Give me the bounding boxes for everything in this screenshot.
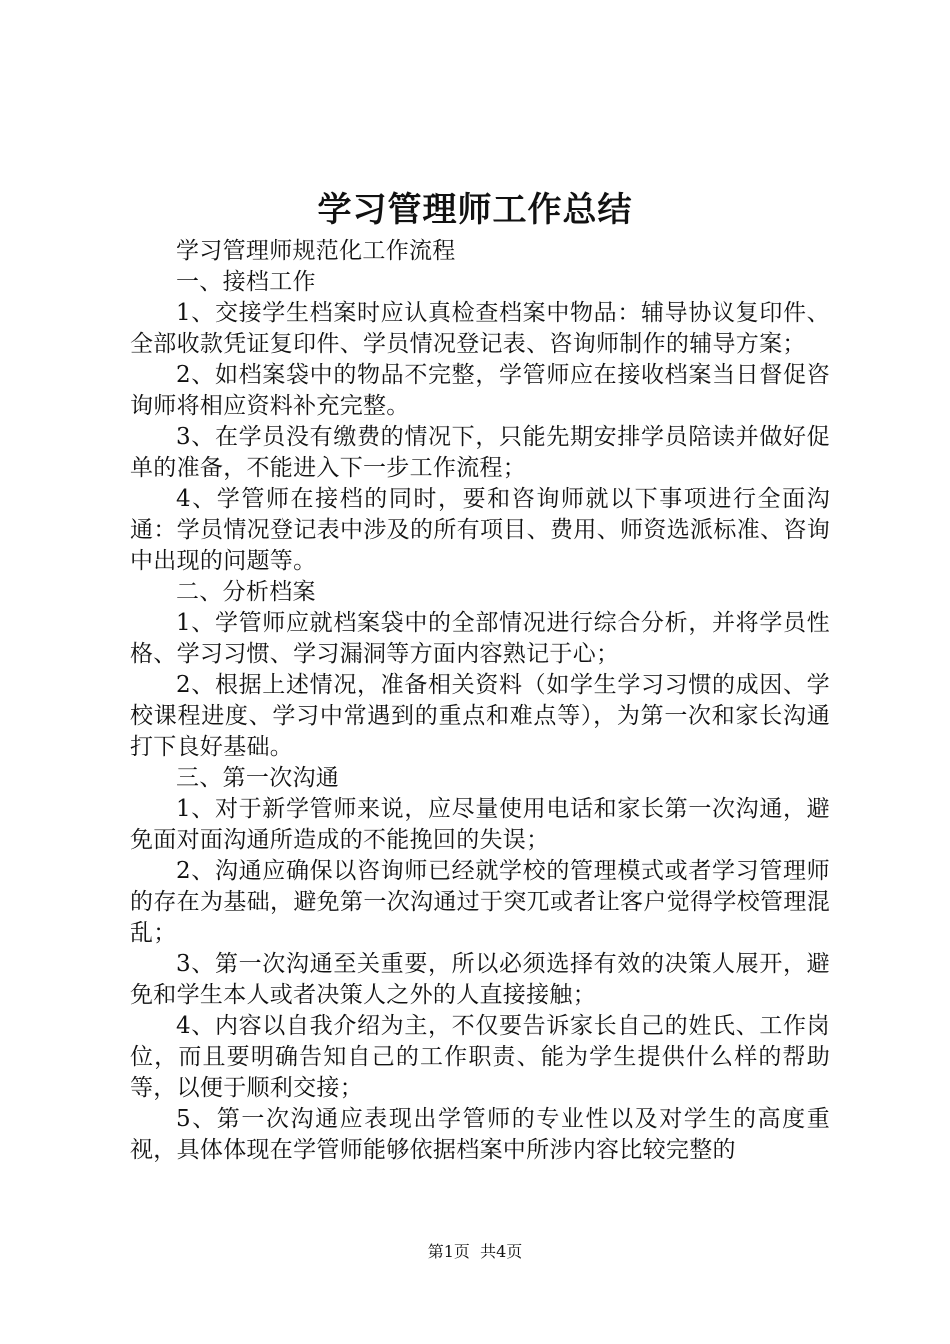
page-number: 第1页	[427, 1242, 470, 1261]
document-title: 学习管理师工作总结	[317, 190, 633, 230]
paragraph: 3、在学员没有缴费的情况下，只能先期安排学员陪读并做好促单的准备，不能进入下一步工作流程；	[130, 424, 830, 481]
paragraph: 2、沟通应确保以咨询师已经就学校的管理模式或者学习管理师的存在为基础，避免第一次沟通过于突兀或者让客户觉得学校管理混乱；	[130, 858, 830, 946]
document-body	[130, 236, 830, 1166]
section-heading-1: 一、接档工作	[176, 269, 316, 295]
paragraph: 3、第一次沟通至关重要，所以必须选择有效的决策人展开，避免和学生本人或者决策人之外的人直接接触；	[130, 951, 830, 1008]
section-heading-2: 二、分析档案	[176, 579, 316, 605]
page-footer	[0, 1240, 950, 1264]
paragraph: 1、对于新学管师来说，应尽量使用电话和家长第一次沟通，避免面对面沟通所造成的不能挽回的失误；	[130, 796, 830, 853]
paragraph: 4、学管师在接档的同时，要和咨询师就以下事项进行全面沟通：学员情况登记表中涉及的所有项目、费用、师资选派标准、咨询中出现的问题等。	[130, 486, 830, 574]
paragraph: 5、第一次沟通应表现出学管师的专业性以及对学生的高度重视，具体体现在学管师能够依据档案中所涉内容比较完整的	[130, 1106, 830, 1163]
paragraph: 1、交接学生档案时应认真检查档案中物品：辅导协议复印件、全部收款凭证复印件、学员情况登记表、咨询师制作的辅导方案；	[130, 300, 830, 357]
page-total: 共4页	[480, 1242, 523, 1261]
paragraph: 2、根据上述情况，准备相关资料（如学生学习习惯的成因、学校课程进度、学习中常遇到的重点和难点等），为第一次和家长沟通打下良好基础。	[130, 672, 830, 760]
section-heading-3: 三、第一次沟通	[176, 765, 340, 791]
paragraph: 4、内容以自我介绍为主，不仅要告诉家长自己的姓氏、工作岗位，而且要明确告知自己的工作职责、能为学生提供什么样的帮助等，以便于顺利交接；	[130, 1013, 830, 1101]
paragraph: 2、如档案袋中的物品不完整，学管师应在接收档案当日督促咨询师将相应资料补充完整。	[130, 362, 830, 419]
paragraph-subtitle: 学习管理师规范化工作流程	[176, 238, 456, 264]
paragraph: 1、学管师应就档案袋中的全部情况进行综合分析，并将学员性格、学习习惯、学习漏洞等方面内容熟记于心；	[130, 610, 830, 667]
